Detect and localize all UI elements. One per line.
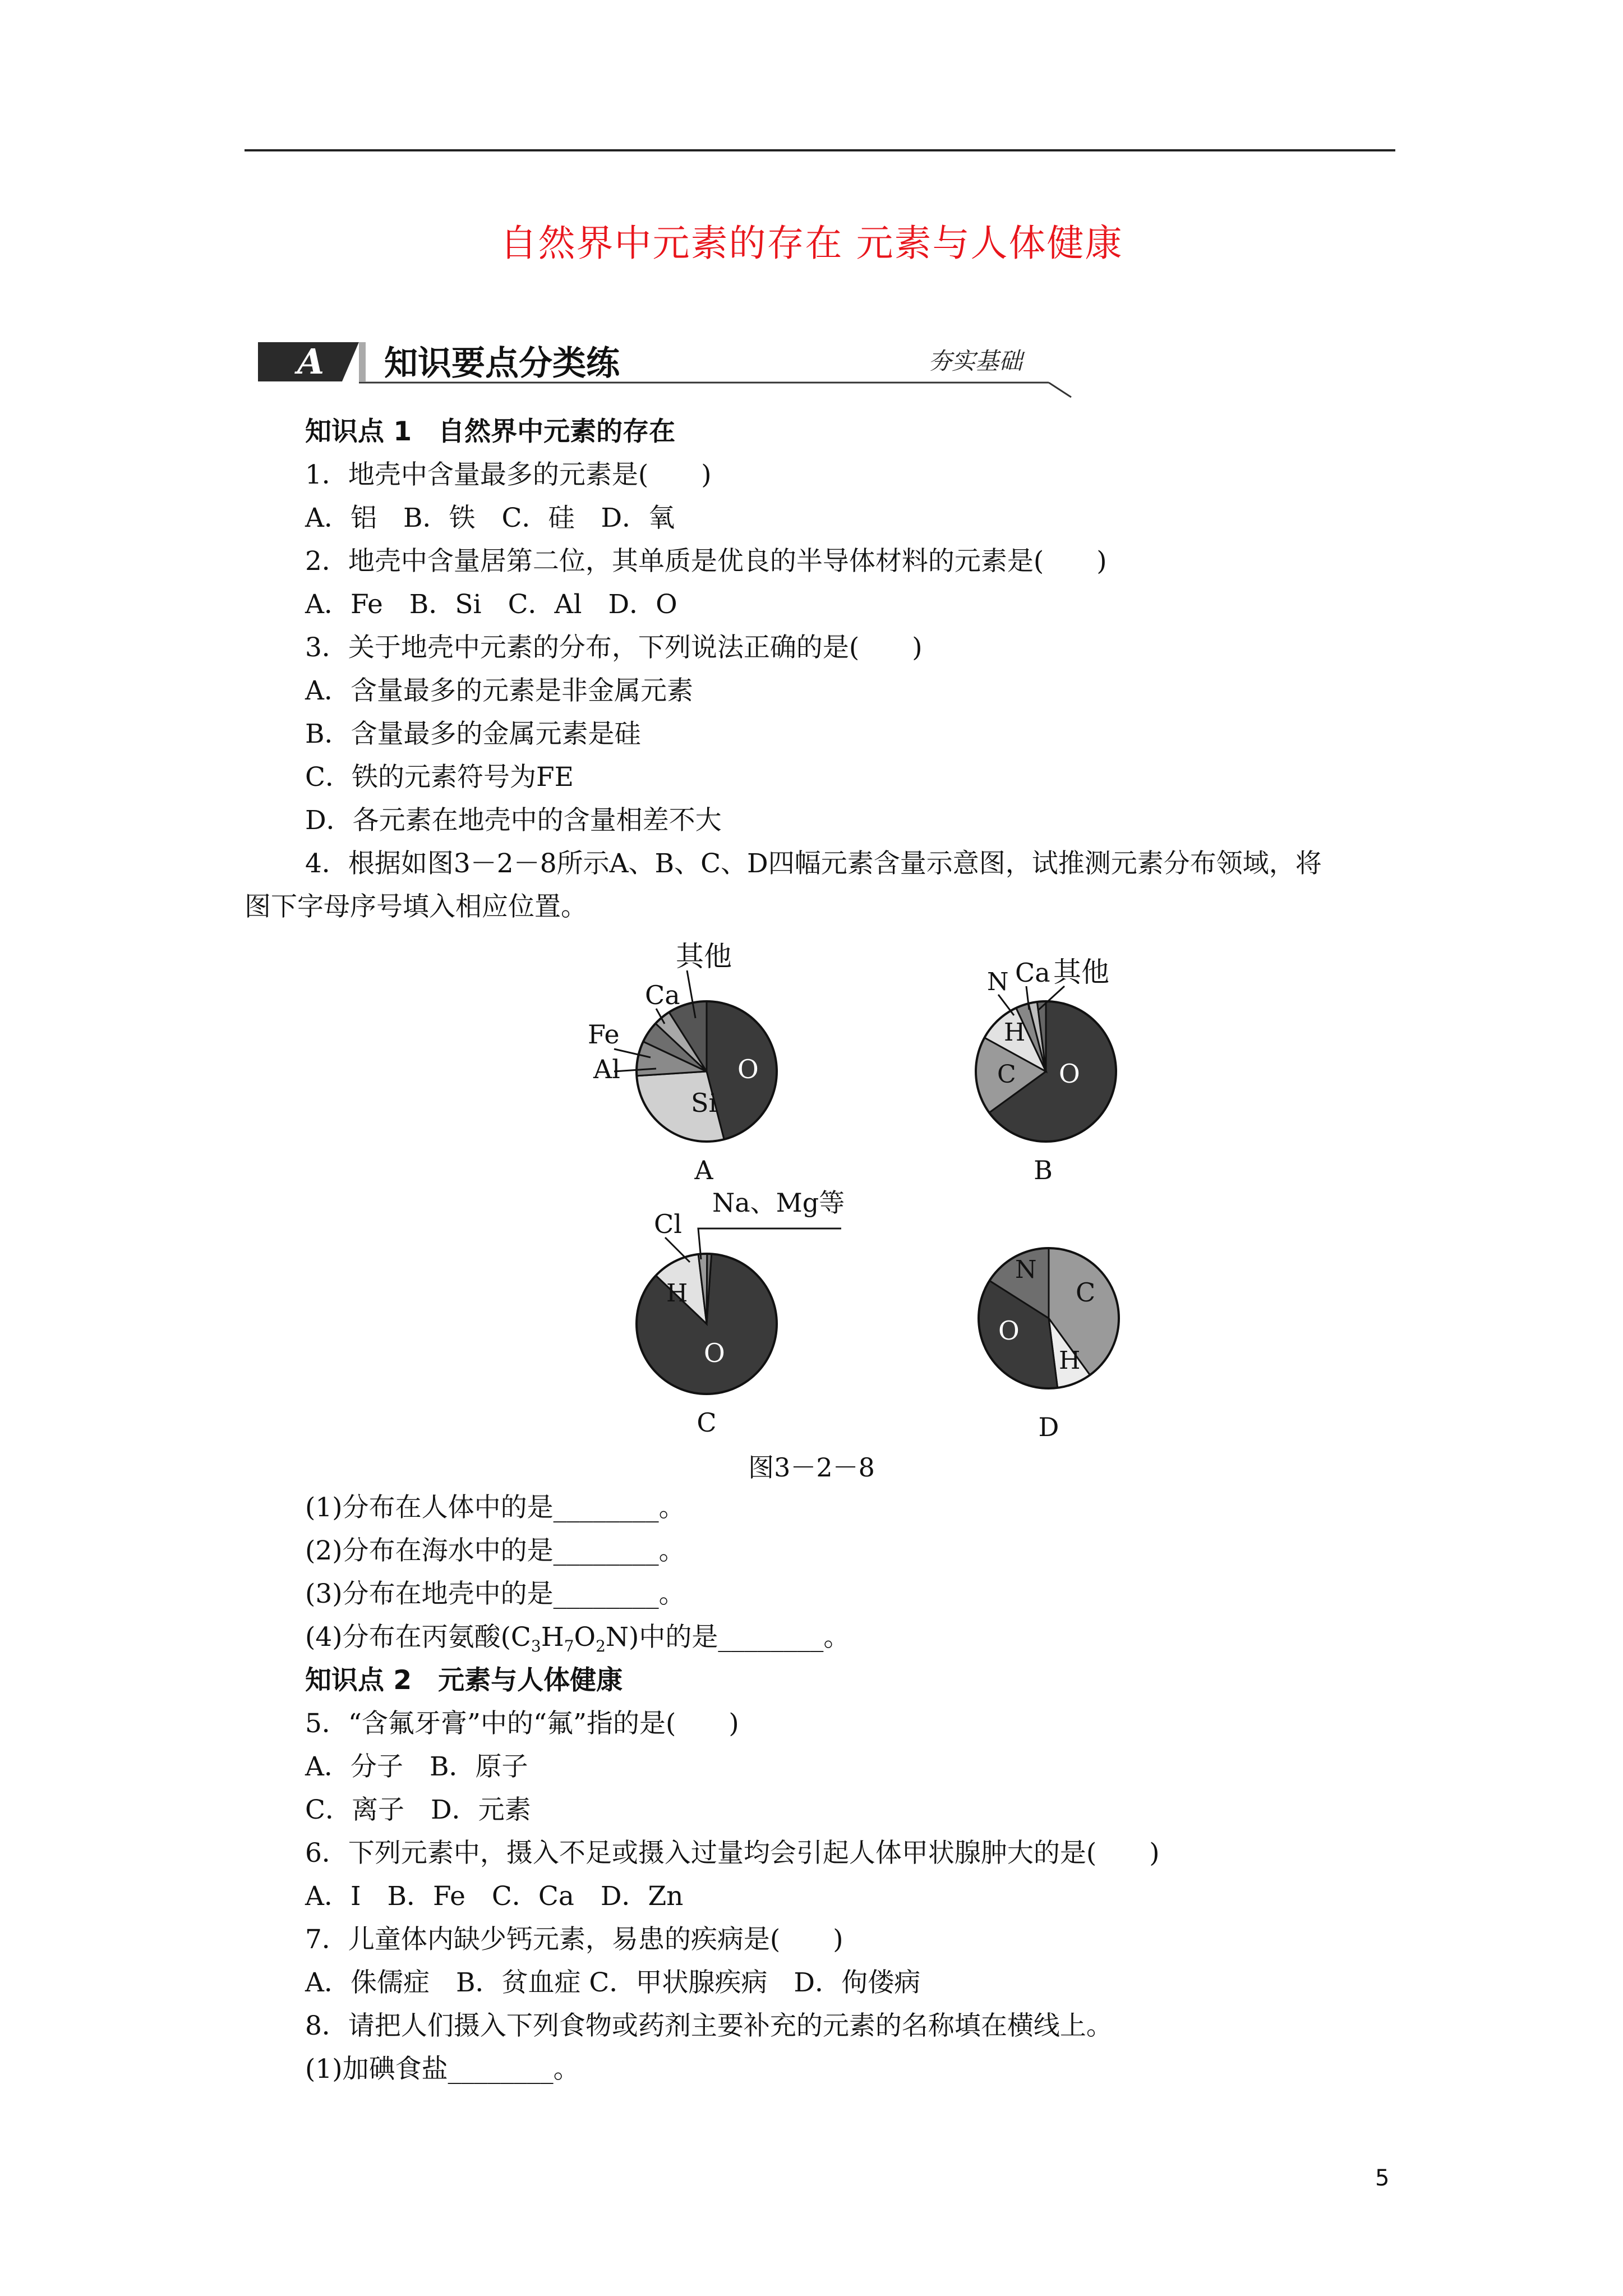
pie-a-label-2: Al: [593, 1054, 620, 1084]
q3-option-b: B．含量最多的金属元素是硅: [305, 719, 641, 749]
q1-options: A．铝 B．铁 C．硅 D．氧: [305, 503, 675, 533]
pie-b-label-4: Ca: [1015, 958, 1050, 988]
q2-stem: 2．地壳中含量居第二位，其单质是优良的半导体材料的元素是( ): [305, 546, 1107, 577]
pie-chart-a: [561, 931, 852, 1189]
pie-chart-b: [931, 931, 1166, 1189]
q4-part2: (2)分布在海水中的是________。: [305, 1535, 685, 1566]
section2-heading: 知识点 2 元素与人体健康: [305, 1665, 623, 1696]
q3-option-d: D．各元素在地壳中的含量相差不大: [305, 805, 722, 836]
q5-options-cd: C．离子 D．元素: [305, 1795, 531, 1825]
pie-a-label-1: Si: [691, 1088, 717, 1118]
pie-a-caption: A: [694, 1155, 713, 1185]
page-title: 自然界中元素的存在 元素与人体健康: [500, 222, 1123, 265]
q8-part1: (1)加碘食盐________。: [305, 2054, 580, 2085]
q4-stem-line1: 4．根据如图3－2－8所示A、B、C、D四幅元素含量示意图，试推测元素分布领域，将: [305, 848, 1322, 879]
pie-b-caption: B: [1034, 1155, 1053, 1185]
pie-a-label-5: 其他: [676, 940, 732, 973]
q7-stem: 7．儿童体内缺少钙元素，易患的疾病是( ): [305, 1924, 843, 1955]
pie-chart-d: [931, 1212, 1166, 1447]
section-banner: [258, 320, 1077, 404]
pie-d-label-2: O: [998, 1315, 1020, 1346]
q5-stem: 5．“含氟牙膏”中的“氟”指的是( ): [305, 1708, 739, 1739]
q4-part3: (3)分布在地壳中的是________。: [305, 1579, 685, 1609]
q3-option-c: C．铁的元素符号为FE: [305, 762, 574, 793]
pie-a-label-0: O: [737, 1054, 759, 1084]
q6-options: A．I B．Fe C．Ca D．Zn: [305, 1881, 684, 1912]
section1-heading: 知识点 1 自然界中元素的存在: [305, 416, 676, 447]
q3-option-a: A．含量最多的元素是非金属元素: [305, 675, 693, 706]
q3-stem: 3．关于地壳中元素的分布，下列说法正确的是( ): [305, 632, 923, 663]
pie-b-label-3: N: [987, 968, 1009, 996]
q1-stem: 1．地壳中含量最多的元素是( ): [305, 459, 712, 490]
banner-tag: A: [297, 341, 325, 382]
pie-c-label-2: Cl: [654, 1209, 682, 1239]
figure-caption: 图3－2－8: [748, 1452, 875, 1483]
banner-heading: 知识要点分类练: [384, 344, 620, 383]
pie-a-label-4: Ca: [645, 980, 680, 1010]
q7-options: A．侏儒症 B．贫血症 C．甲状腺疾病 D．佝偻病: [305, 1967, 921, 1998]
pie-chart-c: [606, 1184, 909, 1442]
pie-b-label-0: O: [1059, 1059, 1080, 1089]
pie-d-label-3: N: [1015, 1255, 1037, 1284]
q6-stem: 6．下列元素中，摄入不足或摄入过量均会引起人体甲状腺肿大的是( ): [305, 1838, 1160, 1869]
q2-options: A．Fe B．Si C．Al D．O: [305, 589, 677, 620]
q4-part1: (1)分布在人体中的是________。: [305, 1492, 685, 1523]
pie-d-label-0: C: [1076, 1277, 1096, 1308]
banner-subtitle: 夯实基础: [928, 347, 1023, 375]
q4-stem-line2: 图下字母序号填入相应位置。: [245, 891, 587, 922]
pie-c-label-1: H: [666, 1279, 688, 1308]
pie-c-label-3: Na、Mg等: [712, 1188, 845, 1218]
pie-a-label-3: Fe: [588, 1019, 620, 1050]
pie-b-label-2: H: [1004, 1018, 1026, 1047]
q8-stem: 8．请把人们摄入下列食物或药剂主要补充的元素的名称填在横线上。: [305, 2010, 1113, 2041]
q4-part4: (4)分布在丙氨酸$(C_3H_7O_2N)$中的是________。: [305, 1622, 850, 1655]
pie-d-caption: D: [1038, 1412, 1059, 1442]
pie-d-label-1: H: [1059, 1346, 1081, 1375]
pie-b-label-1: C: [997, 1060, 1016, 1089]
header-rule: [245, 149, 1395, 151]
pie-c-label-0: O: [704, 1338, 725, 1368]
q5-options-ab: A．分子 B．原子: [305, 1751, 528, 1782]
pie-c-caption: C: [697, 1407, 717, 1438]
pie-b-label-5: 其他: [1053, 956, 1109, 988]
page-number: 5: [1375, 2165, 1390, 2191]
